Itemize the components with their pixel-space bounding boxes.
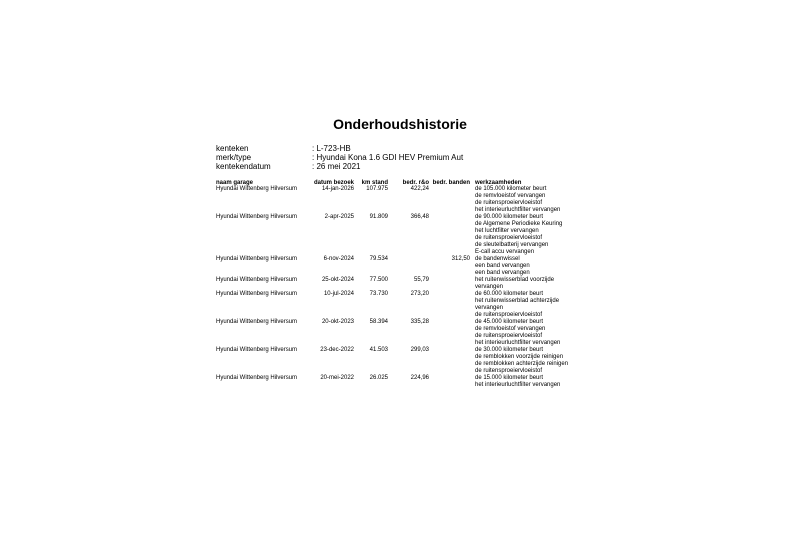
cell-km: 107.975 (366, 186, 388, 192)
cell-work-line: de 30.000 kilometer beurt (475, 347, 544, 353)
column-header-amount-ro: bedr. r&o (402, 180, 429, 186)
cell-amount-ro: 55,79 (413, 277, 429, 283)
page-title: Onderhoudshistorie (333, 116, 467, 132)
cell-km: 79.534 (369, 256, 388, 262)
column-header-amount-tires: bedr. banden (432, 180, 470, 186)
cell-date: 6-nov-2024 (323, 256, 354, 262)
info-label: kenteken (216, 144, 249, 153)
cell-work-line: het interieurluchtfilter vervangen (475, 382, 561, 388)
cell-garage: Hyundai Wittenberg Hilversum (216, 291, 298, 297)
cell-work-line: de sleutelbatterij vervangen (475, 242, 549, 248)
cell-km: 73.730 (369, 291, 388, 297)
cell-work-line: de ruitensproeiervloeistof (475, 333, 543, 339)
cell-work-line: een band vervangen (475, 270, 530, 276)
cell-km: 91.809 (369, 214, 388, 220)
cell-work-line: de ruitensproeiervloeistof (475, 235, 543, 241)
cell-date: 10-jul-2024 (323, 291, 354, 297)
cell-amount-ro: 422,24 (410, 186, 429, 192)
cell-work-line: de ruitensproeiervloeistof (475, 312, 543, 318)
column-header-date: datum bezoek (313, 180, 354, 186)
cell-garage: Hyundai Wittenberg Hilversum (216, 214, 298, 220)
cell-work-line: de remblokken voorzijde reinigen (475, 354, 564, 360)
cell-work-line: het luchtfilter vervangen (475, 228, 539, 234)
info-label: kentekendatum (216, 162, 271, 171)
cell-work-line: de 105.000 kilometer beurt (475, 186, 547, 192)
cell-work-line: een band vervangen (475, 263, 530, 269)
cell-km: 26.025 (369, 375, 388, 381)
info-value: : Hyundai Kona 1.6 GDI HEV Premium Aut (312, 153, 464, 162)
cell-garage: Hyundai Wittenberg Hilversum (216, 375, 298, 381)
cell-amount-tires: 312,50 (451, 256, 470, 262)
cell-work-line: het ruitenwisserblad voorzijde (475, 277, 555, 283)
cell-amount-ro: 366,48 (410, 214, 429, 220)
cell-work-line: de Algemene Periodieke Keuring (475, 221, 563, 227)
cell-date: 14-jan-2026 (321, 186, 354, 192)
cell-amount-ro: 335,28 (410, 319, 429, 325)
cell-amount-ro: 299,03 (410, 347, 429, 353)
cell-work-line: de 90.000 kilometer beurt (475, 214, 544, 220)
cell-work-line: het interieurluchtfilter vervangen (475, 207, 561, 213)
cell-km: 58.394 (369, 319, 388, 325)
cell-date: 2-apr-2025 (324, 214, 354, 220)
cell-date: 20-okt-2023 (321, 319, 354, 325)
cell-work-line: de 15.000 kilometer beurt (475, 375, 544, 381)
info-label: merk/type (216, 153, 252, 162)
cell-garage: Hyundai Wittenberg Hilversum (216, 256, 298, 262)
cell-work-line: het ruitenwisserblad achterzijde (475, 298, 560, 304)
cell-amount-ro: 273,20 (410, 291, 429, 297)
cell-work-line: de bandenwissel (475, 256, 520, 262)
column-header-km: km stand (361, 180, 388, 186)
cell-work-line: vervangen (475, 284, 504, 290)
cell-km: 77.500 (369, 277, 388, 283)
info-value: : L-723-HB (312, 144, 351, 153)
cell-garage: Hyundai Wittenberg Hilversum (216, 186, 298, 192)
cell-amount-ro: 224,96 (410, 375, 429, 381)
cell-work-line: de ruitensproeiervloeistof (475, 200, 543, 206)
info-value: : 26 mei 2021 (312, 162, 361, 171)
cell-km: 41.503 (369, 347, 388, 353)
cell-work-line: vervangen (475, 305, 504, 311)
cell-work-line: de remvloeistof vervangen (475, 193, 546, 199)
cell-work-line: de 60.000 kilometer beurt (475, 291, 544, 297)
cell-date: 20-mei-2022 (320, 375, 354, 381)
cell-garage: Hyundai Wittenberg Hilversum (216, 319, 298, 325)
column-header-garage: naam garage (216, 180, 254, 186)
column-header-work: werkzaamheden (475, 180, 522, 186)
cell-garage: Hyundai Wittenberg Hilversum (216, 347, 298, 353)
cell-date: 23-dec-2022 (320, 347, 354, 353)
cell-work-line: de 45.000 kilometer beurt (475, 319, 544, 325)
cell-work-line: de remblokken achterzijde reinigen (475, 361, 569, 367)
cell-work-line: de remvloeistof vervangen (475, 326, 546, 332)
cell-date: 25-okt-2024 (321, 277, 354, 283)
cell-work-line: de ruitensproeiervloeistof (475, 368, 543, 374)
cell-garage: Hyundai Wittenberg Hilversum (216, 277, 298, 283)
cell-work-line: het interieurluchtfilter vervangen (475, 340, 561, 346)
cell-work-line: E-call accu vervangen (475, 249, 535, 255)
